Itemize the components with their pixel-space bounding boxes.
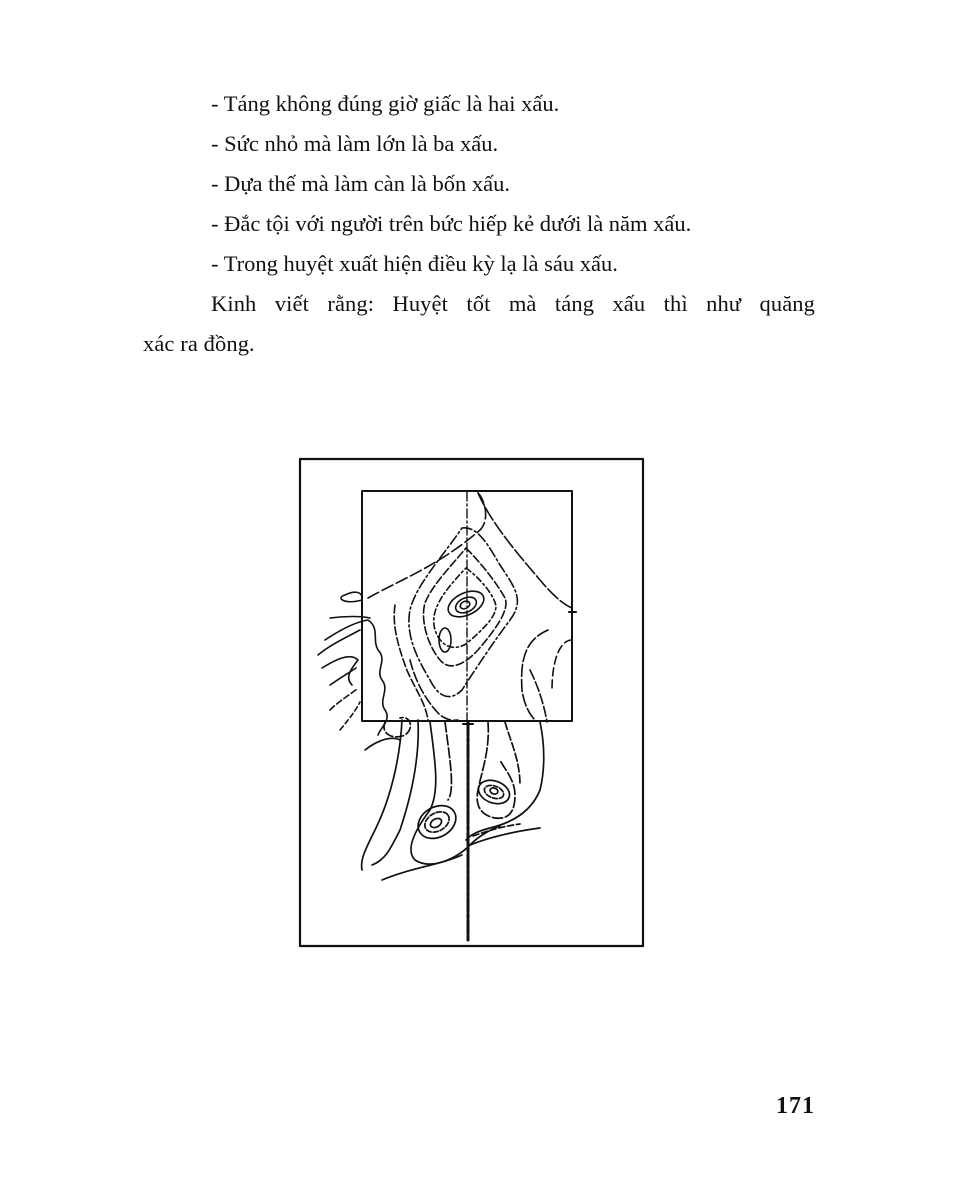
outer-frame [300, 459, 643, 946]
bullet-item-4: - Dựa thế mà làm càn là bốn xấu. [211, 171, 510, 196]
page-number: 171 [776, 1093, 815, 1119]
bullet-item-5: - Đắc tội với người trên bức hiếp kẻ dưới là năm xấu. [211, 211, 692, 236]
quote-paragraph [143, 284, 815, 364]
bullet-item-3: - Sức nhỏ mà làm lớn là ba xấu. [211, 131, 499, 156]
left-ridge-lines [318, 592, 458, 735]
quote-line-1: Kinh viết rằng: Huyệt tốt mà táng xấu thì như quăng [211, 291, 815, 316]
contour-diagram [297, 456, 647, 950]
central-axis [463, 492, 576, 942]
quote-line-2: xác ra đồng. [143, 331, 255, 356]
bullet-item-2: - Táng không đúng giờ giấc là hai xấu. [211, 91, 560, 116]
body-text [143, 84, 815, 364]
bullet-item-6: - Trong huyệt xuất hiện điều kỳ lạ là sáu xấu. [211, 251, 618, 276]
upper-peak-contours [368, 493, 572, 722]
lower-contours [362, 718, 544, 880]
